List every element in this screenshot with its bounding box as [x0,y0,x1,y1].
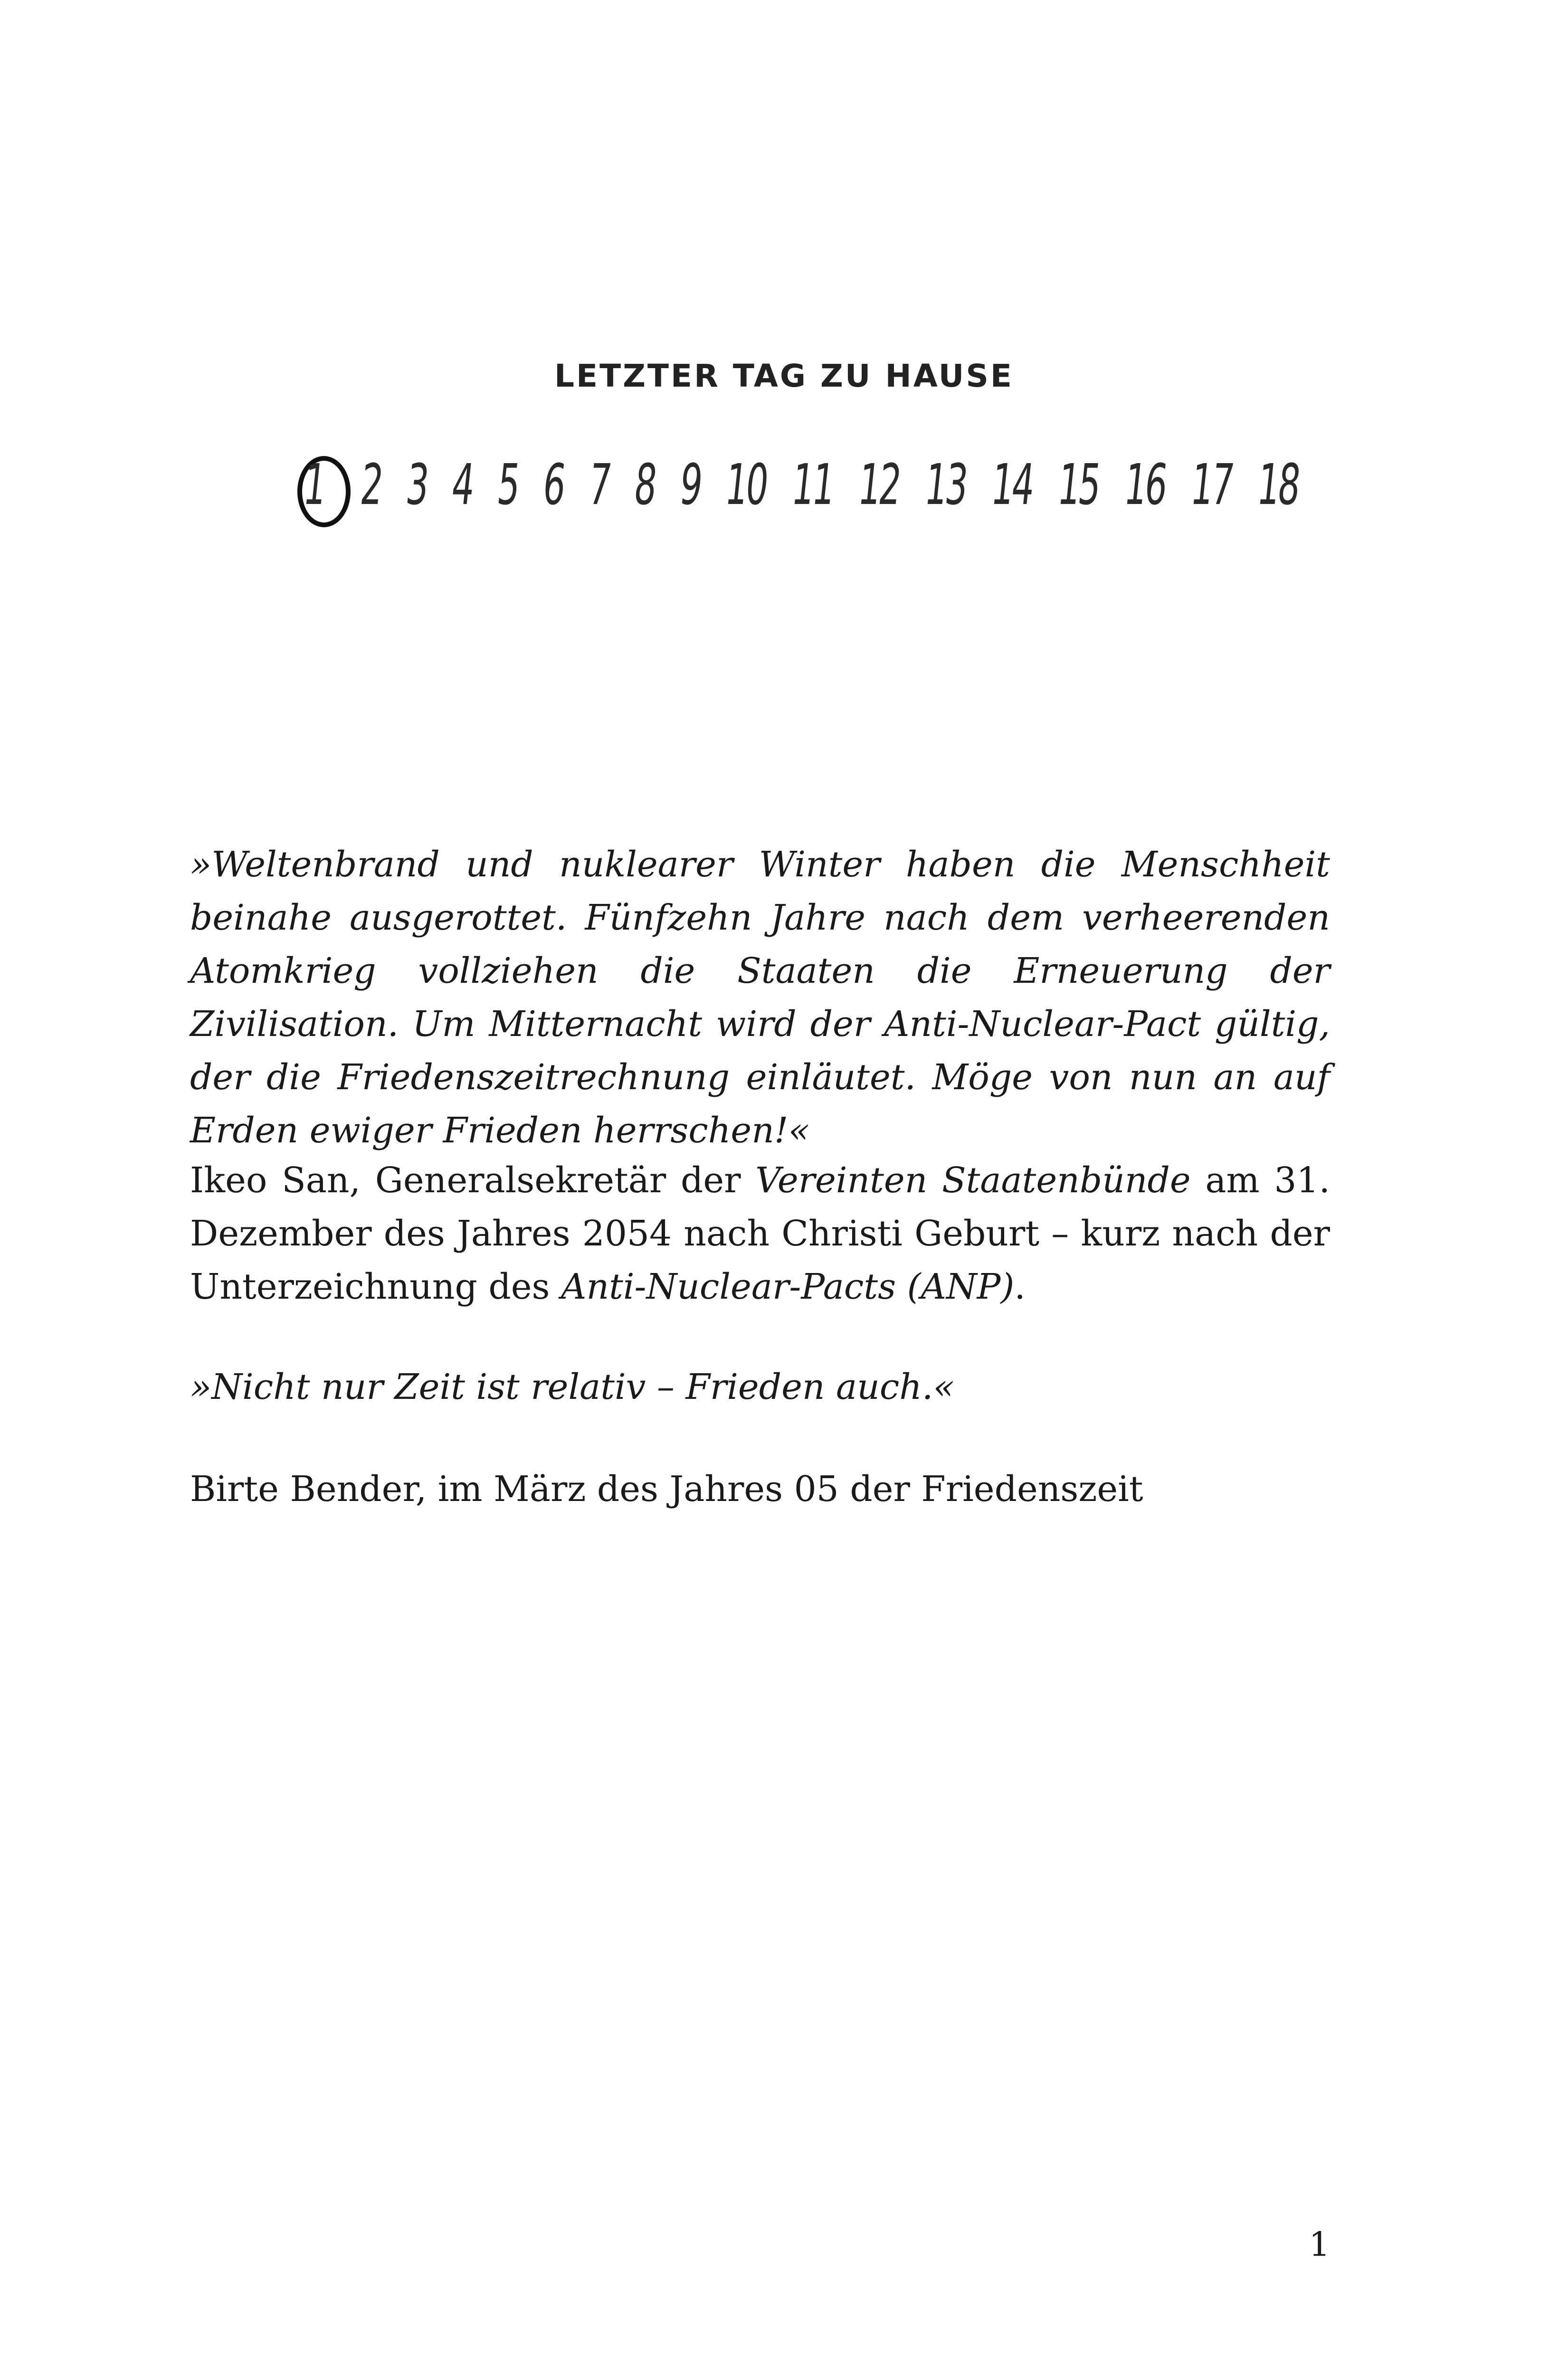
chapter-number-row [300,451,1324,518]
attribution-1-emphasis-b: Anti-Nuclear-Pacts (ANP) [561,1266,1015,1307]
chapter-number-label: 1 [300,452,328,517]
chapter-number-label: 3 [403,452,431,517]
chapter-number-8 [631,451,680,518]
chapter-number-18 [1254,451,1324,518]
chapter-number-2 [357,451,407,518]
chapter-number-7 [585,451,635,518]
page-number: 1 [1309,2225,1330,2264]
chapter-number-label: 7 [585,452,613,517]
chapter-title: LETZTER TAG ZU HAUSE [554,358,1014,394]
chapter-number-label: 13 [922,452,969,517]
chapter-number-15 [1055,451,1125,518]
chapter-number-5 [494,451,543,518]
chapter-number-label: 11 [789,452,836,517]
epigraph-quote-2: »Nicht nur Zeit ist relativ – Frieden auch.« [190,1367,955,1407]
epigraph-attribution-2: Birte Bender, im März des Jahres 05 der Friedenszeit [190,1469,1143,1510]
chapter-number-10 [722,451,792,518]
chapter-number-label: 4 [448,452,476,517]
chapter-number-label: 10 [722,452,770,517]
chapter-number-label: 12 [855,452,903,517]
epigraph-attribution-1 [190,1154,1330,1313]
chapter-number-label: 17 [1188,452,1235,517]
chapter-number-17 [1188,451,1258,518]
chapter-number-9 [676,451,726,518]
chapter-number-label: 14 [988,452,1036,517]
chapter-number-label: 6 [540,452,568,517]
chapter-number-label: 18 [1254,452,1302,517]
chapter-number-1 [300,451,361,518]
chapter-number-label: 16 [1121,452,1169,517]
chapter-number-3 [403,451,452,518]
chapter-number-12 [855,451,925,518]
chapter-number-14 [988,451,1058,518]
epigraph-quote-1: »Weltenbrand und nuklearer Winter haben die Menschheit beinahe ausgerottet. Fünfzehn Jahre nach dem verheerenden Atomkrieg vollziehen die Staaten die Erneuerung der Zivilisation. Um Mitternacht wird der Anti-Nuclear-Pact gültig, der die Friedenszeitrechnung einläutet. Möge von nun an auf Erden ewiger Frieden herrschen!« [190,844,1330,1151]
chapter-number-label: 2 [357,452,385,517]
chapter-number-label: 9 [676,452,704,517]
chapter-number-4 [448,451,498,518]
attribution-1-text-a: Ikeo San, Generalsekretär der [190,1160,756,1201]
chapter-number-label: 8 [631,452,659,517]
chapter-counter [300,437,1324,532]
chapter-number-6 [540,451,589,518]
chapter-number-11 [789,451,859,518]
chapter-number-16 [1121,451,1191,518]
chapter-number-13 [922,451,992,518]
chapter-number-label: 5 [494,452,522,517]
attribution-1-emphasis-a: Vereinten Staatenbünde [755,1160,1191,1201]
chapter-number-label: 15 [1055,452,1102,517]
attribution-1-text-c: . [1014,1266,1026,1307]
attribution-1-text-b: am 31. Dezember des Jahres 2054 nach Christi Geburt – kurz nach der Unterzeichnung des [190,1160,1330,1307]
